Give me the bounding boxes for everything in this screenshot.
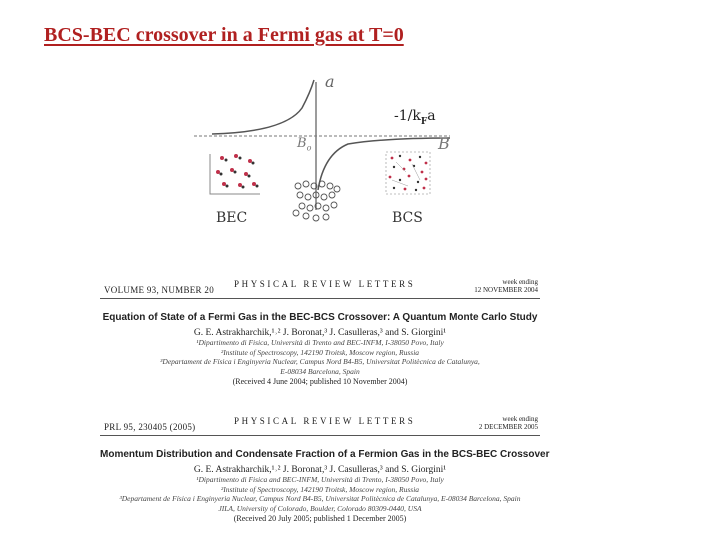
paper-authors: G. E. Astrakharchik,¹˒² J. Boronat,³ J. Casulleras,³ and S. Giorgini¹ bbox=[193, 465, 447, 475]
axis-label-b: B bbox=[438, 134, 450, 153]
resonance-label: $B_o$ bbox=[297, 136, 312, 153]
affiliation: ³Departament de Física i Enginyeria Nuclear, Campus Nord B4-B5, Universitat Politècnica de Catalunya, bbox=[160, 357, 480, 366]
affiliation: ¹Dipartimento di Fisica, Università di Trento and BEC-INFM, I-38050 Povo, Italy bbox=[196, 338, 444, 347]
affiliation: ²Institute of Spectroscopy, 142190 Troitsk, Moscow region, Russia bbox=[220, 484, 420, 494]
received-dates: (Received 4 June 2004; published 10 November 2004) bbox=[232, 377, 408, 386]
running-header bbox=[100, 276, 540, 299]
affiliation: JILA, University of Colorado, Boulder, Colorado 80309-0440, USA bbox=[218, 503, 422, 513]
received-dates: (Received 20 July 2005; published 1 December 2005) bbox=[233, 514, 407, 523]
paper-title: Momentum Distribution and Condensate Fraction of a Fermion Gas in the BCS-BEC Crossover bbox=[100, 449, 550, 460]
crossover-diagram bbox=[180, 68, 470, 240]
paper-header-2004 bbox=[100, 276, 540, 391]
paper-header-2005 bbox=[100, 413, 550, 528]
volume-info: PRL 95, 230405 (2005) bbox=[104, 422, 196, 432]
bcs-label: BCS bbox=[392, 210, 423, 226]
issue-date: week ending 12 NOVEMBER 2004 bbox=[474, 278, 538, 294]
slide-title: BCS-BEC crossover in a Fermi gas at T=0 bbox=[44, 24, 404, 46]
bcs-pairs-illustration bbox=[386, 152, 430, 194]
paper-title: Equation of State of a Fermi Gas in the BEC-BCS Crossover: A Quantum Monte Carlo Study bbox=[102, 312, 538, 323]
affiliation: ¹Dipartimento di Fisica and BEC-INFM, Università di Trento, I-38050 Povo, Italy bbox=[196, 475, 444, 484]
coupling-label: $-1/k_Fa$ bbox=[394, 108, 436, 127]
affiliation: ³Departament de Física i Enginyeria Nuclear, Campus Nord B4-B5, Universitat Politècnica de Catalunya, E-08034 Barcelona, Spain bbox=[119, 494, 521, 503]
axis-label-a: a bbox=[325, 72, 335, 91]
curve-bec-side bbox=[212, 80, 314, 134]
affiliation: ²Institute of Spectroscopy, 142190 Troitsk, Moscow region, Russia bbox=[220, 347, 420, 357]
volume-info: VOLUME 93, NUMBER 20 bbox=[104, 285, 215, 295]
paper-authors: G. E. Astrakharchik,¹˒² J. Boronat,³ J. Casulleras,³ and S. Giorgini¹ bbox=[193, 328, 447, 338]
running-header bbox=[100, 413, 540, 436]
issue-date: week ending 2 DECEMBER 2005 bbox=[478, 415, 538, 431]
affiliation: E-08034 Barcelona, Spain bbox=[280, 366, 360, 376]
bec-molecules-illustration bbox=[210, 154, 260, 194]
bec-label: BEC bbox=[216, 210, 248, 226]
journal-name: PHYSICAL REVIEW LETTERS bbox=[234, 279, 416, 289]
journal-name: PHYSICAL REVIEW LETTERS bbox=[234, 416, 416, 426]
